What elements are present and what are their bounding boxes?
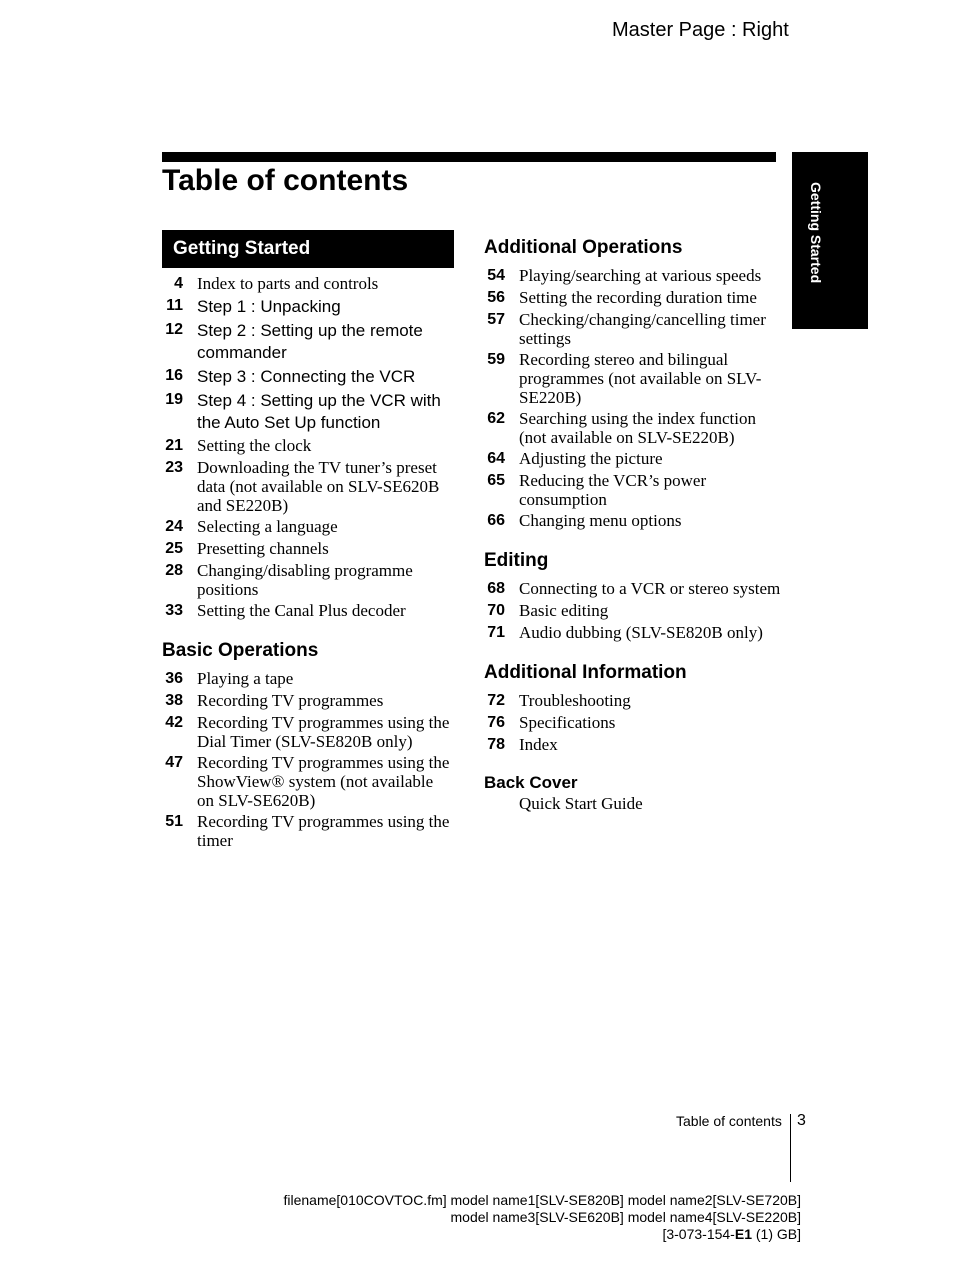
toc-entry[interactable] [484, 266, 784, 286]
toc-entry-text: Selecting a language [197, 517, 338, 536]
toc-entry-text: Index to parts and controls [197, 274, 379, 293]
toc-entry[interactable] [484, 623, 784, 643]
title-rule [162, 152, 776, 162]
toc-page-number: 11 [166, 297, 183, 314]
toc-entry-text: Recording TV programmes using the Dial Timer (SLV-SE820B only) [197, 713, 450, 751]
toc-entry[interactable] [162, 753, 454, 810]
toc-entry-text: Step 2 : Setting up the remote commander [197, 321, 423, 362]
toc-entry-text: Troubleshooting [519, 691, 631, 710]
toc-page-number: 78 [487, 736, 505, 753]
toc-entry-text: Playing/searching at various speeds [519, 266, 762, 285]
toc-entry[interactable] [162, 713, 454, 751]
toc-entry-text: Step 4 : Setting up the VCR with the Auto Set Up function [197, 391, 441, 432]
toc-entry-text: Recording stereo and bilingual programmes (not available on SLV-SE220B) [519, 350, 762, 407]
toc-entry[interactable] [162, 274, 454, 294]
toc-page-number: 65 [487, 472, 505, 489]
toc-page-number: 56 [487, 289, 505, 306]
toc-page-number: 28 [165, 562, 183, 579]
toc-entry-text: Specifications [519, 713, 616, 732]
toc-entry[interactable] [484, 350, 784, 407]
toc-page-number: 64 [487, 450, 505, 467]
toc-entry-text: Setting the Canal Plus decoder [197, 601, 406, 620]
toc-page-number: 54 [487, 267, 505, 284]
section-heading: Basic Operations [162, 640, 319, 661]
toc-entry-text: Changing menu options [519, 511, 682, 530]
toc-entry[interactable] [484, 511, 784, 531]
toc-entry[interactable] [484, 471, 784, 509]
toc-entry[interactable] [162, 561, 454, 599]
toc-entry[interactable] [484, 579, 784, 599]
toc-page-number: 38 [165, 692, 183, 709]
footer-meta-line-3 [284, 1226, 802, 1243]
toc-page-number: 23 [165, 459, 183, 476]
toc-page-number: 59 [487, 351, 505, 368]
page-title: Table of contents [162, 164, 409, 197]
toc-entry[interactable] [162, 691, 454, 711]
footer-meta-bold: E1 [734, 1226, 752, 1242]
toc-entry[interactable] [162, 812, 454, 850]
toc-entry[interactable] [162, 320, 454, 364]
footer-meta-prefix: [3-073-154- [662, 1226, 735, 1242]
toc-entry-text: Step 3 : Connecting the VCR [197, 367, 416, 386]
footer-meta-line-1: filename[010COVTOC.fm] model name1[SLV-SE820B] model name2[SLV-SE720B] [283, 1192, 801, 1208]
toc-page-number: 12 [165, 321, 183, 338]
toc-entry[interactable] [484, 713, 784, 733]
toc-page-number: 24 [165, 518, 183, 535]
toc-entry-text: Basic editing [519, 601, 609, 620]
toc-entry-text: Recording TV programmes using the timer [197, 812, 450, 850]
toc-entry[interactable] [484, 310, 784, 348]
toc-entry-text: Setting the recording duration time [519, 288, 757, 307]
toc-entry[interactable] [484, 449, 784, 469]
toc-entry[interactable] [484, 288, 784, 308]
toc-entry-text: Changing/disabling programme positions [197, 561, 413, 599]
toc-page-number: 57 [487, 311, 505, 328]
toc-page-number: 68 [487, 580, 505, 597]
toc-entry[interactable] [162, 669, 454, 689]
toc-page-number: 33 [165, 602, 183, 619]
toc-entry-text: Audio dubbing (SLV-SE820B only) [519, 623, 763, 642]
toc-column-left [162, 230, 454, 868]
toc-section [484, 661, 784, 755]
footer-divider [790, 1114, 791, 1182]
toc-entry-text: Step 1 : Unpacking [197, 297, 341, 316]
footer-file-metadata [284, 1192, 802, 1243]
toc-entry[interactable] [162, 458, 454, 515]
back-cover-heading: Back Cover [484, 773, 578, 792]
back-cover-text[interactable]: Quick Start Guide [519, 794, 643, 813]
toc-page-number: 47 [165, 754, 183, 771]
toc-entry-text: Setting the clock [197, 436, 312, 455]
master-page-label: Master Page : Right [612, 19, 789, 41]
toc-entry[interactable] [162, 436, 454, 456]
toc-entry-text: Recording TV programmes using the ShowView® system (not available on SLV-SE620B) [197, 753, 450, 810]
toc-page-number: 16 [165, 367, 183, 384]
toc-entry[interactable] [484, 691, 784, 711]
toc-page-number: 19 [165, 391, 183, 408]
toc-entry[interactable] [484, 409, 784, 447]
toc-page-number: 25 [165, 540, 183, 557]
toc-entry-text: Checking/changing/cancelling timer settings [519, 310, 766, 348]
section-heading: Getting Started [162, 230, 454, 268]
toc-entry-text: Connecting to a VCR or stereo system [519, 579, 781, 598]
footer-meta-line-2: model name3[SLV-SE620B] model name4[SLV-SE220B] [450, 1209, 801, 1225]
toc-entry[interactable] [162, 296, 454, 318]
section-heading: Additional Operations [484, 237, 683, 258]
toc-page-number: 70 [487, 602, 505, 619]
toc-page-number: 42 [165, 714, 183, 731]
toc-entry[interactable] [162, 539, 454, 559]
toc-page-number: 76 [487, 714, 505, 731]
toc-page-number: 4 [174, 275, 183, 292]
toc-section [162, 639, 454, 850]
toc-section [162, 230, 454, 621]
toc-page-number: 71 [487, 624, 505, 641]
toc-page-number: 62 [487, 410, 505, 427]
toc-entry-text: Searching using the index function (not available on SLV-SE220B) [519, 409, 757, 447]
section-heading: Additional Information [484, 662, 687, 683]
section-heading: Editing [484, 550, 549, 571]
toc-entry[interactable] [484, 735, 784, 755]
footer-meta-suffix: (1) GB] [751, 1226, 801, 1242]
footer-section-label: Table of contents [676, 1113, 782, 1129]
toc-page-number: 72 [487, 692, 505, 709]
toc-entry-text: Reducing the VCR’s power consumption [519, 471, 707, 509]
toc-page-number: 36 [165, 670, 183, 687]
toc-column-right [484, 236, 784, 815]
toc-section [484, 549, 784, 643]
toc-section [484, 236, 784, 531]
toc-entry[interactable] [484, 601, 784, 621]
toc-page-number: 66 [487, 512, 505, 529]
toc-entry[interactable] [162, 390, 454, 434]
toc-entry[interactable] [162, 517, 454, 537]
toc-entry-text: Presetting channels [197, 539, 329, 558]
side-tab-label: Getting Started [808, 182, 824, 284]
toc-entry-text: Index [519, 735, 558, 754]
toc-entry-text: Playing a tape [197, 669, 294, 688]
toc-entry-text: Recording TV programmes [197, 691, 384, 710]
toc-entry[interactable] [162, 366, 454, 388]
toc-entry-text: Downloading the TV tuner’s preset data (not available on SLV-SE620B and SE220B) [197, 458, 440, 515]
toc-page-number: 21 [165, 437, 183, 454]
toc-page-number: 51 [165, 813, 183, 830]
toc-entry[interactable] [162, 601, 454, 621]
footer-page-number: 3 [797, 1112, 806, 1129]
toc-entry-text: Adjusting the picture [519, 449, 663, 468]
side-tab [792, 152, 868, 329]
